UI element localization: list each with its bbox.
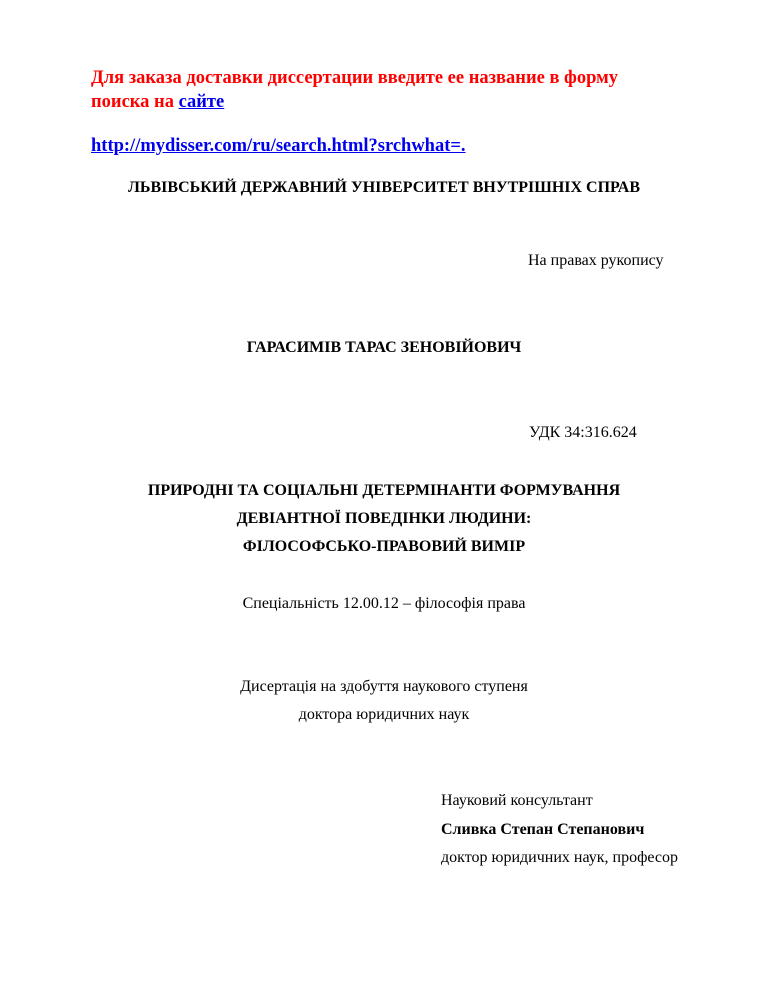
- title-line-2: ДЕВІАНТНОЇ ПОВЕДІНКИ ЛЮДИНИ:: [236, 510, 532, 527]
- site-link[interactable]: сайте: [178, 92, 225, 112]
- consultant-name: Сливка Степан Степанович: [441, 821, 645, 838]
- manuscript-rights-note: На правах рукопису: [528, 252, 664, 269]
- consultant-degree: доктор юридичних наук, професор: [441, 849, 679, 866]
- search-url-link[interactable]: http://mydisser.com/ru/search.html?srchwhat=.: [91, 136, 466, 156]
- dissertation-line-2: доктора юридичних наук: [298, 706, 470, 723]
- order-notice-line1: Для заказа доставки диссертации введите ее название в форму: [91, 68, 618, 88]
- specialty: Спеціальність 12.00.12 – філософія права: [242, 595, 526, 612]
- university-name: ЛЬВІВСЬКИЙ ДЕРЖАВНИЙ УНІВЕРСИТЕТ ВНУТРІШНІХ СПРАВ: [128, 179, 640, 196]
- consultant-label: Науковий консультант: [441, 792, 593, 809]
- udc-code: УДК 34:316.624: [529, 424, 637, 441]
- order-notice-line2: [91, 90, 224, 114]
- title-line-1: ПРИРОДНІ ТА СОЦІАЛЬНІ ДЕТЕРМІНАНТИ ФОРМУВАННЯ: [147, 482, 621, 499]
- order-notice-prefix: поиска на: [91, 92, 179, 112]
- title-line-3: ФІЛОСОФСЬКО-ПРАВОВИЙ ВИМІР: [242, 538, 526, 555]
- author-name: ГАРАСИМІВ ТАРАС ЗЕНОВІЙОВИЧ: [246, 339, 522, 356]
- dissertation-line-1: Дисертація на здобуття наукового ступеня: [240, 678, 528, 695]
